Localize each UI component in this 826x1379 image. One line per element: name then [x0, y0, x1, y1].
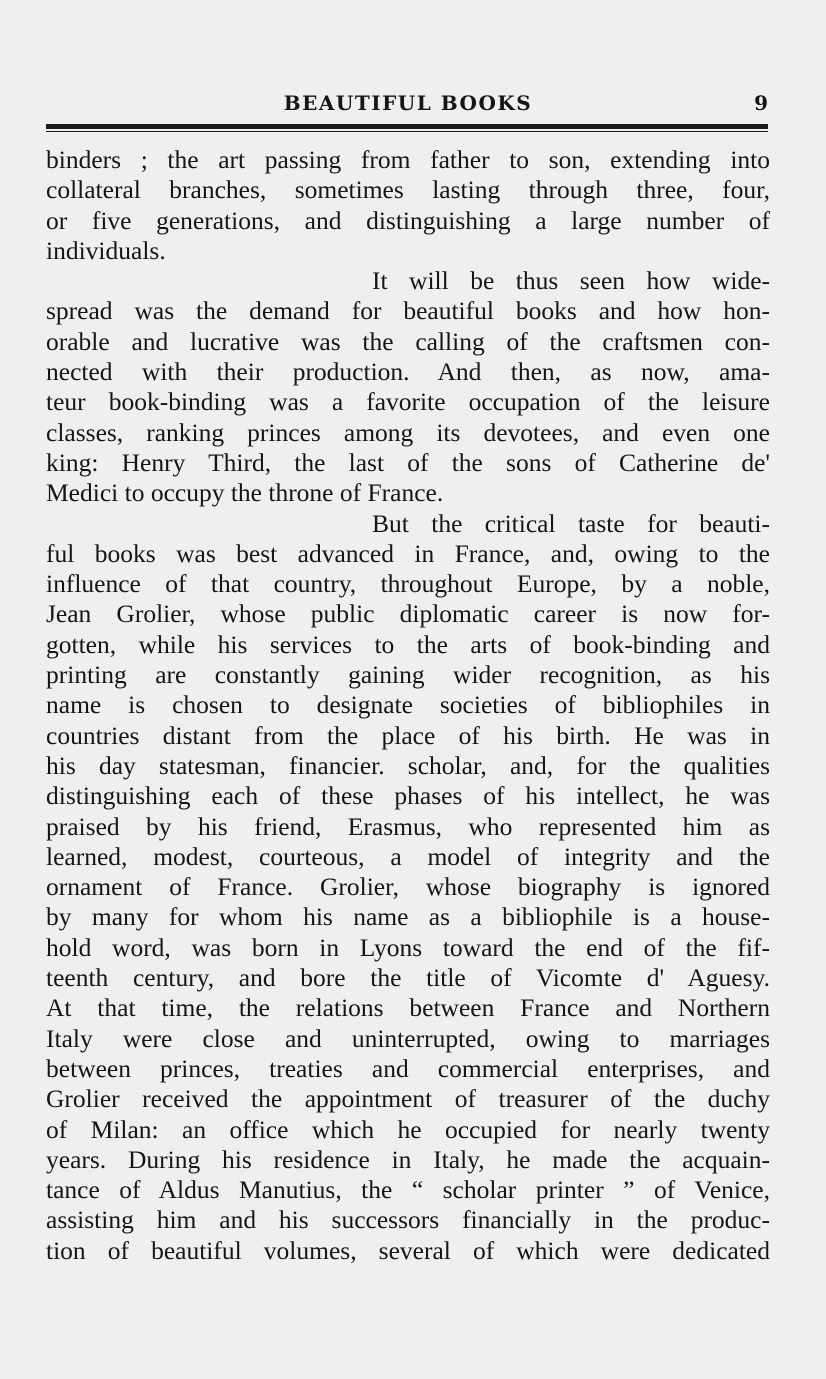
- text-line: by many for whom his name as a bibliophile is a house-: [46, 902, 770, 932]
- text-line: gotten, while his services to the arts of book-binding and: [46, 629, 770, 659]
- text-line: ful books was best advanced in France, and, owing to the: [46, 538, 770, 568]
- text-line: name is chosen to designate societies of bibliophiles in: [46, 690, 770, 720]
- header-rule-thick: [46, 124, 768, 129]
- page-header: [46, 89, 770, 119]
- text-line: influence of that country, throughout Europe, by a noble,: [46, 569, 770, 599]
- text-line: teur book-binding was a favorite occupation of the leisure: [46, 387, 770, 417]
- page-number: 9: [754, 91, 768, 115]
- text-line: It will be thus seen how wide-: [372, 266, 770, 296]
- text-line: tance of Aldus Manutius, the “ scholar printer ” of Venice,: [46, 1175, 770, 1205]
- text-line: countries distant from the place of his birth. He was in: [46, 720, 770, 750]
- text-line: hold word, was born in Lyons toward the end of the fif-: [46, 932, 770, 962]
- running-head: BEAUTIFUL BOOKS: [283, 91, 533, 115]
- text-line: or five generations, and distinguishing a large number of: [46, 205, 770, 235]
- text-line: Grolier received the appointment of treasurer of the duchy: [46, 1084, 770, 1114]
- text-line: tion of beautiful volumes, several of which were dedicated: [46, 1235, 770, 1265]
- text-line: praised by his friend, Erasmus, who represented him as: [46, 811, 770, 841]
- text-line: classes, ranking princes among its devotees, and even one: [46, 417, 770, 447]
- text-line: learned, modest, courteous, a model of integrity and the: [46, 841, 770, 871]
- header-rule-thin: [46, 131, 768, 132]
- text-line: between princes, treaties and commercial enterprises, and: [46, 1053, 770, 1083]
- text-line: nected with their production. And then, as now, ama-: [46, 357, 770, 387]
- text-line: collateral branches, sometimes lasting through three, four,: [46, 175, 770, 205]
- text-line: teenth century, and bore the title of Vicomte d' Aguesy.: [46, 963, 770, 993]
- text-line: At that time, the relations between France and Northern: [46, 993, 770, 1023]
- text-line: spread was the demand for beautiful books and how hon-: [46, 296, 770, 326]
- text-line: his day statesman, financier. scholar, and, for the qualities: [46, 750, 770, 780]
- body-text: [46, 145, 770, 1266]
- text-line: Jean Grolier, whose public diplomatic career is now for-: [46, 599, 770, 629]
- text-line: printing are constantly gaining wider recognition, as his: [46, 660, 770, 690]
- text-line: But the critical taste for beauti-: [372, 508, 770, 538]
- text-line: assisting him and his successors financially in the produc-: [46, 1205, 770, 1235]
- text-line: Italy were close and uninterrupted, owing to marriages: [46, 1023, 770, 1053]
- text-line: individuals.: [46, 235, 166, 265]
- text-line: years. During his residence in Italy, he made the acquain-: [46, 1144, 770, 1174]
- text-line: binders ; the art passing from father to son, extending into: [46, 145, 770, 174]
- text-line: king: Henry Third, the last of the sons of Catherine de': [46, 447, 770, 477]
- text-line: orable and lucrative was the calling of the craftsmen con-: [46, 326, 770, 356]
- text-line: distinguishing each of these phases of his intellect, he was: [46, 781, 770, 811]
- text-line: Medici to occupy the throne of France.: [46, 478, 444, 508]
- text-line: ornament of France. Grolier, whose biography is ignored: [46, 872, 770, 902]
- text-line: of Milan: an office which he occupied for nearly twenty: [46, 1114, 770, 1144]
